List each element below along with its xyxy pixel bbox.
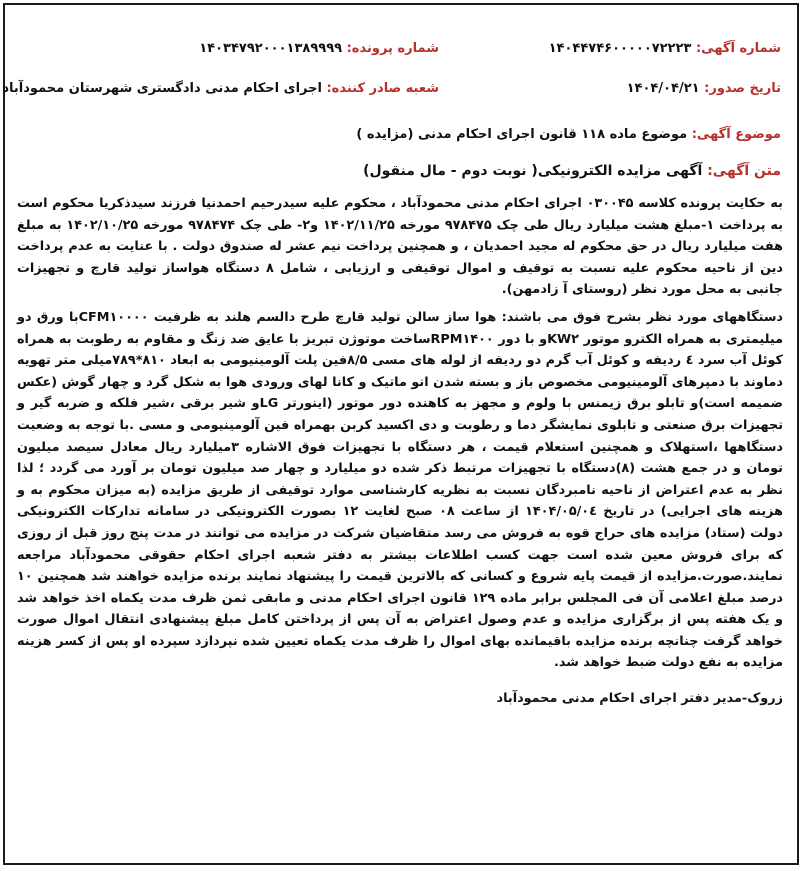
notice-body <box>17 193 783 710</box>
notice-frame <box>3 3 799 865</box>
case-number-value: ۱۴۰۳۴۷۹۲۰۰۰۱۳۸۹۹۹۹ <box>199 41 343 56</box>
notice-number-label: شماره آگهی: <box>695 41 781 56</box>
subject-value: موضوع ماده ۱۱۸ قانون اجرای احکام مدنی (مزایده ) <box>356 127 688 142</box>
issuing-branch-value: اجرای احکام مدنی دادگستری شهرستان محمودآباد <box>2 81 322 96</box>
issue-date-row <box>627 81 781 96</box>
issuing-branch-row <box>2 81 439 96</box>
subject-label: موضوع آگهی: <box>691 127 781 142</box>
case-number-row <box>199 41 439 56</box>
subject-row <box>356 127 781 142</box>
notice-signature: زروک-مدیر دفتر اجرای احکام مدنی محمودآباد <box>496 691 783 707</box>
notice-number-row <box>549 41 781 56</box>
notice-paragraph-1: به حکایت پرونده کلاسه ۰۳۰۰۴۵ اجرای احکام مدنی محمودآباد ، محکوم علیه سیدرحیم احمدنیا فرزند سیدذکریا محکوم است به پرداخت ۱-مبلغ هشت میلیارد ریال طی چک ۹۷۸۴۷۵ مورخه ۱۴۰۲/۱۱/۲۵ و۲- طی چک ۹۷۸۴۷۴ مورخه ۱۴۰۲/۱۰/۲۵ به مبلغ هفت میلیارد ریال در حق محکوم له مجید احمدیان ، و همچنین پرداخت نیم عشر له صندوق دولت . با عنایت به عدم پرداخت دین از ناحیه محکوم علیه نسبت به توقیف و اموال توقیفی و ارزیابی ، شامل ۸ دستگاه هواساز تولید قارچ و تجهیزات جانبی به محل مورد نظر (روستای آ زادمهن). <box>17 196 783 298</box>
notice-paragraph-2: دستگاههای مورد نظر بشرح فوق می باشند: هوا ساز سالن تولید قارچ طرح دالسم هلند به ظرفیت CFM۱۰۰۰۰با ورق دو میلیمتری به همراه الکترو موتور KW۲و با دور RPM۱۴۰۰ساخت موتوژن تبریز با عایق ضد زنگ و مقاوم به رطوبت به همراه کوئل آب سرد ٤ ردیفه و کوئل آب گرم دو ردیفه از لوله های مسی ۸/۵فین پلت آلومینیومی به ابعاد ۸۱۰*۷۸۹میلی متر تهویه دماوند با دمپرهای آلومینیومی مخصوص باز و بسته شدن اتو ماتیک و کانا لهای ورودی هوا به شکل گرد و چهار گوش (عکس ضمیمه است)و تابلو برق زیمنس با ولوم و مجهز به کاهنده دور موتور (اینورتر LGو شیر برقی ،شیر فلکه و ضربه گیر و تجهیزات برق صنعتی و تابلوی نمایشگر دما و رطوبت و دی اکسید کربن بهمراه فین آلومینیومی و مسی .با توجه به وضعیت دستگاهها ،استهلاک و همچنین استعلام قیمت ، هر دستگاه با تجهیزات فوق الاشاره ۳میلیارد ریال معادل سیصد میلیون تومان و در جمع هشت (۸)دستگاه با تجهیزات مرتبط ذکر شده دو میلیارد و چهار صد میلیون تومان بر آورد می گردد ؛ لذا نظر به عدم اعتراض از ناحیه نامبردگان نسبت به نظریه کارشناسی موارد توقیفی از طریق مزایده (به میزان محکوم به و هزینه های اجرایی) در تاریخ ۱۴۰۴/۰۵/۰٤ از ساعت ۰۸ صبح لغایت ۱۲ بصورت الکترونیکی در سامانه تدارکات الکترونیکی دولت (ستاد) مزایده های حراج قوه به فروش می رسد متقاضیان شرکت در مزایده می توانند در مدت پنج روز قبل از روزی که برای فروش معین شده است جهت کسب اطلاعات بیشتر به دفتر شعبه اجرای احکام حقوقی محمودآباد مراجعه نمایند.صورت.مزایده از قیمت پایه شروع و کسانی که بالاترین قیمت را پیشنهاد نمایند برنده مزایده خواهند شد همچنین ۱۰ درصد مبلغ اعلامی آن فی المجلس برابر ماده ۱۲۹ قانون اجرای احکام مدنی و مابقی ثمن ظرف مدت یکماه اخذ خواهد شد و یک هفته پس از برگزاری مزایده و عدم وصول اعتراض به آن پس از پرداختن کامل مبلغ پیشنهادی انتقال اموال صورت خواهد گرفت چنانچه برنده مزایده باقیمانده بهای اموال را ظرف مدت یکماه تعیین شده نپردازد سپرده او پس از کسر هزینه مزایده به نفع دولت ضبط خواهد شد. <box>17 309 783 671</box>
issuing-branch-label: شعبه صادر کننده: <box>326 81 439 96</box>
notice-number-value: ۱۴۰۴۴۷۴۶۰۰۰۰۰۷۲۲۲۳ <box>548 41 692 56</box>
case-number-label: شماره پرونده: <box>346 41 439 56</box>
issue-date-value: ۱۴۰۴/۰۴/۲۱ <box>626 81 700 96</box>
issue-date-label: تاریخ صدور: <box>704 81 781 96</box>
notice-title-row <box>363 163 781 179</box>
notice-title: آگهی مزایده الکترونیکی( نوبت دوم - مال منقول) <box>363 163 703 179</box>
notice-text-label: متن آگهی: <box>707 163 781 179</box>
